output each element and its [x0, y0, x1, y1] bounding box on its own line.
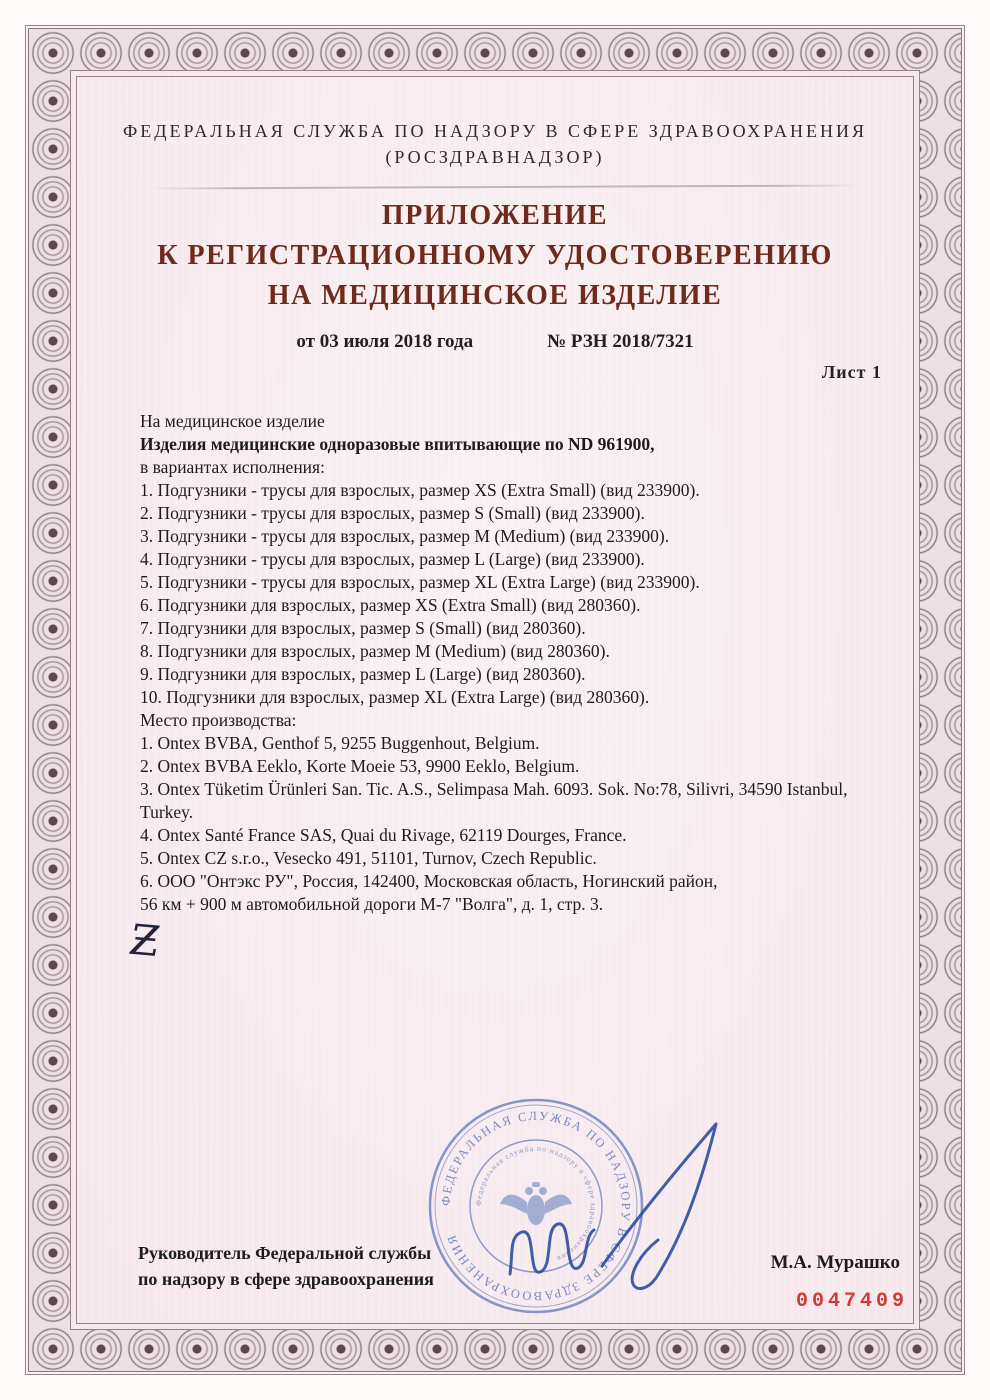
variant-item: 7. Подгузники для взрослых, размер S (Small) (вид 280360).: [140, 618, 586, 638]
variant-item: 6. Подгузники для взрослых, размер XS (Extra Small) (вид 280360).: [140, 595, 641, 615]
issuer-abbrev: (РОСЗДРАВНАДЗОР): [385, 147, 605, 167]
stamp-ring-text: ФЕДЕРАЛЬНАЯ СЛУЖБА ПО НАДЗОРУ В СФЕРЕ ЗДРАВООХРАНЕНИЯ: [438, 1108, 634, 1304]
registration-number: № РЗН 2018/7321: [547, 331, 694, 352]
intro-line: На медицинское изделие: [140, 411, 325, 431]
title-line-2: К РЕГИСТРАЦИОННОМУ УДОСТОВЕРЕНИЮ: [157, 240, 833, 271]
variant-item: 3. Подгузники - трусы для взрослых, размер M (Medium) (вид 233900).: [140, 526, 670, 546]
production-item: 6. ООО "Онтэкс РУ", Россия, 142400, Московская область, Ногинский район,: [140, 871, 718, 891]
production-item: 2. Ontex BVBA Eeklo, Korte Moeie 53, 9900 Eeklo, Belgium.: [140, 756, 580, 776]
variant-item: 4. Подгузники - трусы для взрослых, размер L (Large) (вид 233900).: [140, 549, 645, 569]
title-line-1: ПРИЛОЖЕНИЕ: [381, 200, 609, 231]
issue-meta: [80, 331, 910, 353]
stamp-inner-ring-text: Федеральная служба по надзору в сфере здравоохранения: [473, 1143, 599, 1264]
production-item: 1. Ontex BVBA, Genthof 5, 9255 Buggenhout, Belgium.: [140, 733, 540, 753]
issue-date: от 03 июля 2018 года: [296, 331, 474, 352]
handwritten-mark: Ƶ: [125, 915, 164, 966]
certificate-text: [140, 410, 878, 916]
variants-label: в вариантах исполнения:: [140, 457, 325, 477]
signatory-title: [138, 1240, 434, 1292]
signatory-name: М.А. Мурашко: [770, 1252, 900, 1273]
variant-item: 9. Подгузники для взрослых, размер L (Large) (вид 280360).: [140, 664, 586, 684]
production-item: 5. Ontex CZ s.r.o., Vesecko 491, 51101, Turnov, Czech Republic.: [140, 848, 597, 868]
product-name: Изделия медицинские одноразовые впитывающие по ND 961900,: [140, 434, 655, 454]
variant-item: 5. Подгузники - трусы для взрослых, размер XL (Extra Large) (вид 233900).: [140, 572, 700, 592]
title-line-3: НА МЕДИЦИНСКОЕ ИЗДЕЛИЕ: [267, 280, 723, 311]
production-item: 4. Ontex Santé France SAS, Quai du Rivage, 62119 Dourges, France.: [140, 825, 627, 845]
signature-ink: [486, 1108, 746, 1308]
document-title: [80, 196, 910, 316]
production-label: Место производства:: [140, 710, 297, 730]
production-item: 3. Ontex Tüketim Ürünleri San. Tic. A.S., Selimpasa Mah. 6093. Sok. No:78, Silivri, 34590 Istanbul, Turkey.: [140, 779, 848, 822]
issuer-name: ФЕДЕРАЛЬНАЯ СЛУЖБА ПО НАДЗОРУ В СФЕРЕ ЗДРАВООХРАНЕНИЯ: [123, 121, 867, 141]
variant-item: 8. Подгузники для взрослых, размер M (Medium) (вид 280360).: [140, 641, 610, 661]
signatory-title-line-2: по надзору в сфере здравоохранения: [138, 1269, 434, 1289]
sheet-number: Лист 1: [821, 362, 882, 382]
variant-item: 1. Подгузники - трусы для взрослых, размер XS (Extra Small) (вид 233900).: [140, 480, 700, 500]
issuer-header: [80, 118, 910, 170]
production-item: 56 км + 900 м автомобильной дороги М-7 "Волга", д. 1, стр. 3.: [140, 894, 604, 914]
variant-item: 10. Подгузники для взрослых, размер XL (Extra Large) (вид 280360).: [140, 687, 650, 707]
blank-serial-number: 0047409: [795, 1290, 908, 1313]
variant-item: 2. Подгузники - трусы для взрослых, размер S (Small) (вид 233900).: [140, 503, 645, 523]
signatory-title-line-1: Руководитель Федеральной службы: [138, 1243, 432, 1263]
